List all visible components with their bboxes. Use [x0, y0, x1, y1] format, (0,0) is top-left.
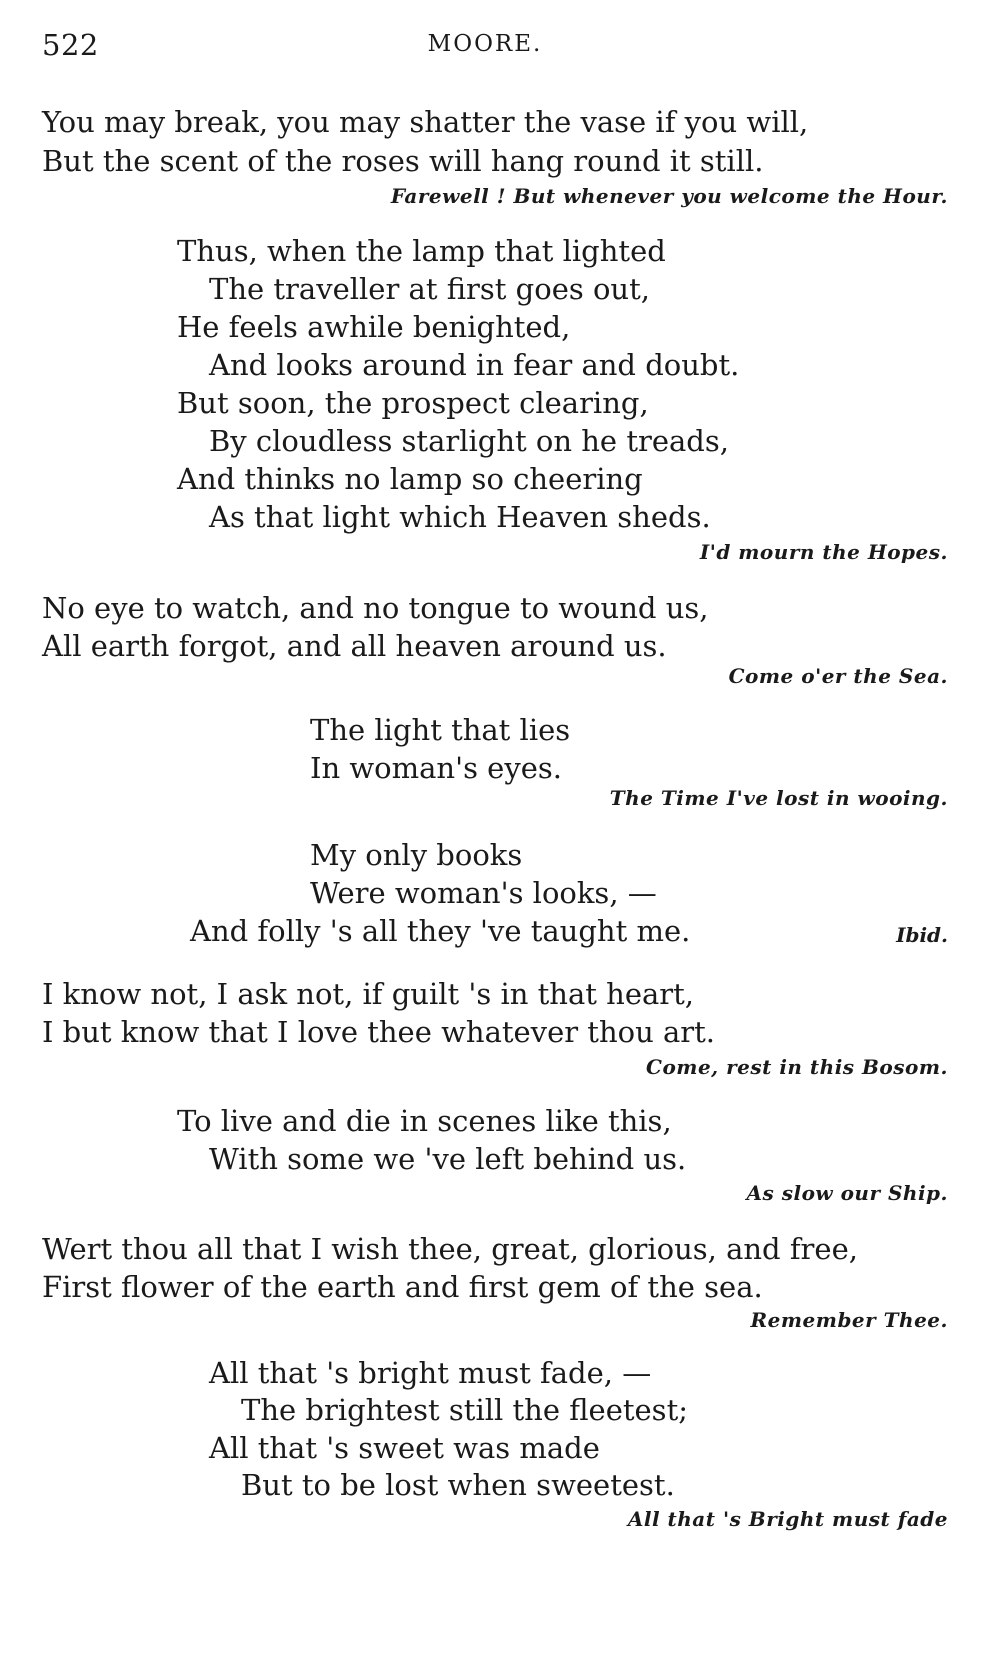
quote-7-line-2: With some we 've left behind us.: [209, 1142, 687, 1176]
quote-4-line-1: The light that lies: [310, 713, 571, 747]
quote-6-line-1: I know not, I ask not, if guilt 's in that heart,: [42, 977, 695, 1011]
quote-6-source: Come, rest in this Bosom.: [646, 1055, 948, 1079]
quote-5-line-2: Were woman's looks, —: [310, 876, 657, 910]
quote-3-source: Come o'er the Sea.: [728, 664, 948, 688]
quote-5-line-3: And folly 's all they 've taught me.: [190, 914, 691, 948]
quote-8-line-1: Wert thou all that I wish thee, great, glorious, and free,: [42, 1232, 858, 1266]
quote-2-line-4: And looks around in fear and doubt.: [209, 348, 740, 382]
quote-5-source: Ibid.: [896, 923, 948, 947]
quote-2-line-2: The traveller at first goes out,: [209, 272, 650, 306]
running-title: MOORE.: [427, 31, 543, 57]
quote-9-source: All that 's Bright must fade: [627, 1507, 948, 1531]
quote-3-line-2: All earth forgot, and all heaven around us.: [42, 629, 667, 663]
quote-2-line-8: As that light which Heaven sheds.: [209, 500, 711, 534]
quote-2-line-6: By cloudless starlight on he treads,: [209, 424, 729, 458]
quote-1-line-2: But the scent of the roses will hang round it still.: [42, 144, 764, 178]
quote-2-line-3: He feels awhile benighted,: [177, 310, 571, 344]
page-number: 522: [42, 28, 99, 62]
quote-4-line-2: In woman's eyes.: [310, 751, 562, 785]
quote-1-line-1: You may break, you may shatter the vase if you will,: [42, 105, 809, 139]
quote-9-line-1: All that 's bright must fade, —: [209, 1356, 652, 1390]
quote-9-line-4: But to be lost when sweetest.: [241, 1468, 675, 1502]
quote-6-line-2: I but know that I love thee whatever thou art.: [42, 1015, 716, 1049]
quote-9-line-2: The brightest still the fleetest;: [241, 1393, 688, 1427]
quote-2-line-1: Thus, when the lamp that lighted: [177, 234, 666, 268]
quote-1-source: Farewell ! But whenever you welcome the Hour.: [390, 184, 948, 208]
quote-7-line-1: To live and die in scenes like this,: [177, 1104, 672, 1138]
quote-2-line-5: But soon, the prospect clearing,: [177, 386, 649, 420]
quote-5-line-1: My only books: [310, 838, 523, 872]
quote-8-source: Remember Thee.: [750, 1308, 948, 1332]
quote-9-line-3: All that 's sweet was made: [209, 1431, 600, 1465]
quote-4-source: The Time I've lost in wooing.: [609, 786, 948, 810]
quote-3-line-1: No eye to watch, and no tongue to wound us,: [42, 591, 709, 625]
quote-7-source: As slow our Ship.: [746, 1181, 948, 1205]
quote-2-source: I'd mourn the Hopes.: [699, 540, 948, 564]
quote-8-line-2: First flower of the earth and first gem of the sea.: [42, 1270, 763, 1304]
quote-2-line-7: And thinks no lamp so cheering: [177, 462, 643, 496]
